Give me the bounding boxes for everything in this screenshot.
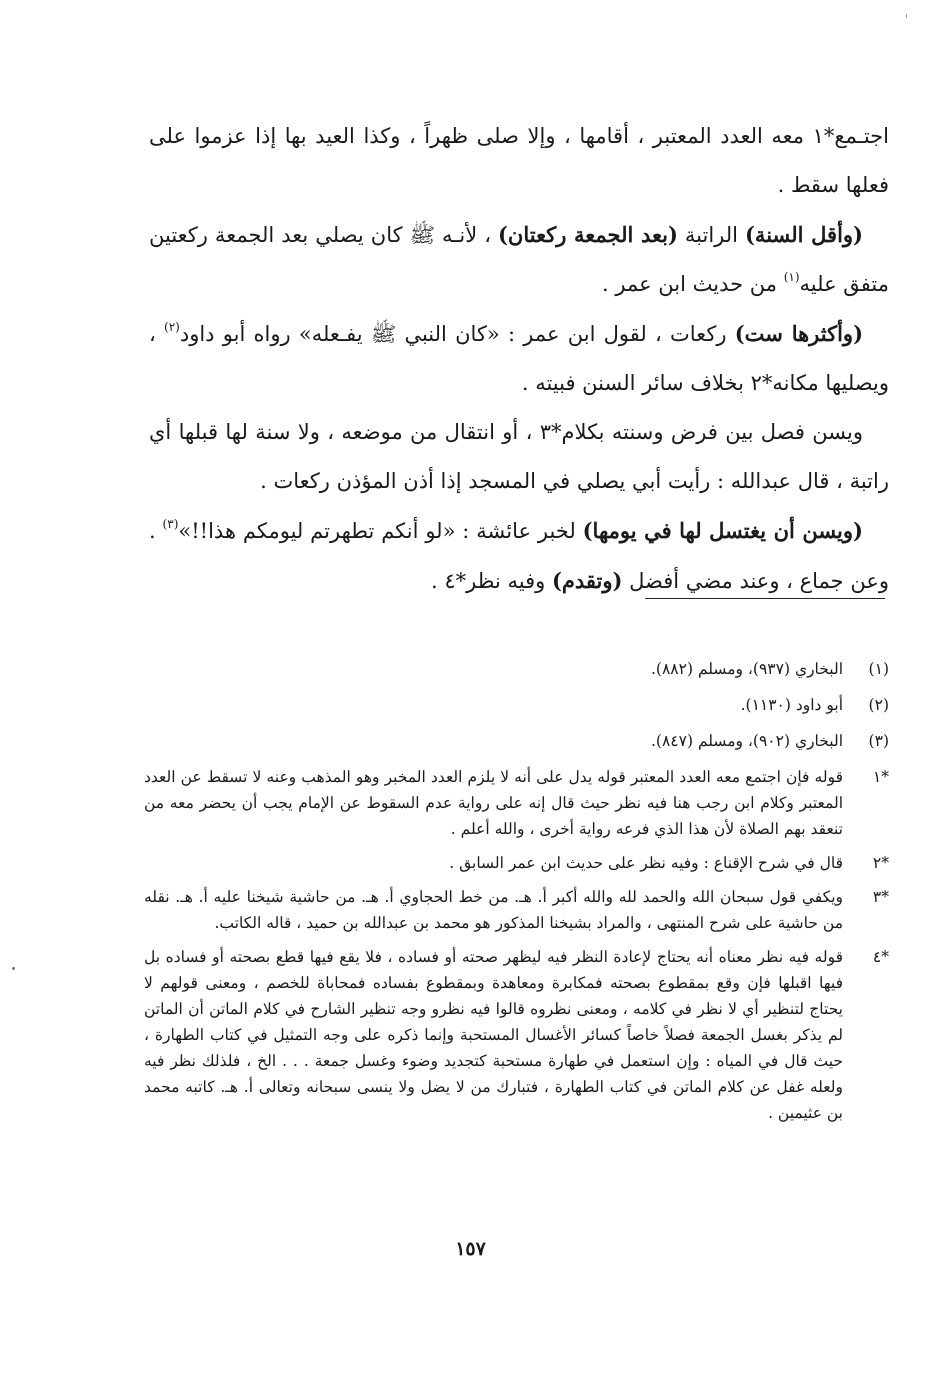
matn-phrase: (ويسن أن يغتسل لها في يومها) bbox=[582, 518, 863, 543]
sharh-text: وفيه نظر*٤ . bbox=[431, 569, 552, 593]
footnote-item bbox=[144, 850, 889, 876]
footnote-marker: *١ bbox=[872, 768, 889, 786]
matn-phrase: (وتقدم) bbox=[551, 568, 623, 593]
footnote-item bbox=[144, 728, 889, 754]
sharh-text: ركعات ، لقول ابن عمر : «كان النبي ﷺ يفـعله» رواه أبو داود bbox=[179, 322, 735, 346]
footnote-marker: (١) bbox=[868, 660, 889, 678]
footnote-marker: *٢ bbox=[872, 854, 889, 872]
footnote-ref[interactable]: (٣) bbox=[162, 517, 179, 531]
sharh-text: ، لأنـه ﷺ كان يصلي بعد الجمعة ركعتين متفق عليه bbox=[149, 223, 889, 296]
footnote-marker: (٢) bbox=[868, 696, 889, 714]
footnote-item bbox=[144, 884, 889, 936]
footnote-marker: *٣ bbox=[872, 888, 889, 906]
matn-phrase: (بعد الجمعة ركعتان) bbox=[497, 222, 678, 247]
paragraph-4: ويسن فصل بين فرض وسنته بكلام*٣ ، أو انتقال من موضعه ، ولا سنة لها قبلها أي راتبة ، قال عبدالله : رأيت أبي يصلي في المسجد إذا أذن المؤذن ركعات . bbox=[149, 420, 889, 493]
paragraph-3 bbox=[149, 309, 889, 408]
paragraph-2 bbox=[149, 210, 889, 309]
footnote-text: أبو داود (١١٣٠). bbox=[740, 696, 843, 714]
scan-speck bbox=[12, 967, 15, 970]
sharh-text: لخبر عائشة : «لو أنكم تطهرتم ليومكم هذا!!» bbox=[178, 519, 583, 543]
footnotes bbox=[144, 656, 889, 1134]
footnote-text: قوله فإن اجتمع معه العدد المعتبر قوله يدل على أنه لا يلزم العدد المخبر وهو المذهب وعنه لا تسقط عن العدد المعتبر وكلام ابن رجب هنا فيه نظر حيث قال إنه على رواية عدم السقوط عن الإمام يجب أن يحضر معه من تنعقد بهم الصلاة لأن هذا الذي فرعه رواية أخرى ، والله أعلم . bbox=[144, 768, 843, 838]
footnote-marker: (٣) bbox=[868, 732, 889, 750]
sharh-text: . وعن جماع ، وعند مضي أفضل bbox=[149, 519, 889, 593]
matn-phrase: (وأقل السنة) bbox=[745, 222, 863, 247]
page-mark bbox=[906, 14, 907, 18]
footnote-text: البخاري (٩٠٢)، ومسلم (٨٤٧). bbox=[651, 732, 843, 750]
footnote-item bbox=[144, 944, 889, 1126]
paragraph-5 bbox=[149, 506, 889, 606]
paragraph-1: اجتـمع*١ معه العدد المعتبر ، أقامها ، وإلا صلى ظهراً ، وكذا العيد بها إذا عزموا على فعلها سقط . bbox=[149, 124, 889, 197]
footnote-item bbox=[144, 764, 889, 842]
page-number: ١٥٧ bbox=[455, 1238, 486, 1260]
footnote-item bbox=[144, 656, 889, 682]
footnote-marker: *٤ bbox=[872, 948, 889, 966]
main-text bbox=[149, 112, 889, 606]
footnote-separator bbox=[645, 598, 885, 599]
footnote-item bbox=[144, 692, 889, 718]
footnote-ref[interactable]: (٢) bbox=[164, 320, 180, 334]
footnote-ref[interactable]: (١) bbox=[783, 270, 800, 284]
footnote-text: البخاري (٩٣٧)، ومسلم (٨٨٢). bbox=[651, 660, 843, 678]
footnote-text: قوله فيه نظر معناه أنه يحتاج لإعادة النظر فيه ليظهر صحته أو فساده ، فلا يقع فيها قطع بصحته أو فساده بل فيها اقبلها فإن وقع بمقطوع بصحته فمكابرة ومعاهدة وبمقطوع بفساده فمحاباة للخصم ، ومعنى قولهم لا يحتاج لتنظير أي لا نظر في كلامه ، ومعنى نظروه قالوا فيه نظرو وجه تنظير الشارح في كلام الماتن أن الماتن لم يذكر بغسل الجمعة فصلاً خاصاً كسائر الأغسال المستحبة وإنما ذكره على وجه التمثيل في كتاب الطهارة ، حيث قال في المياه : وإن استعمل في طهارة مستحبة كتجديد وضوء وغسل جمعة . . . الخ ، فلذلك نظر فيه ولعله غفل عن كلام الماتن في كتاب الطهارة ، فتبارك من لا يضل ولا ينسى سبحانه وتعالى أ. هـ. كاتبه محمد بن عثيمين . bbox=[144, 948, 843, 1122]
sharh-text: من حديث ابن عمر . bbox=[602, 272, 784, 296]
sharh-text: ، ويصليها مكانه*٢ بخلاف سائر السنن فبيته . bbox=[149, 322, 889, 395]
matn-phrase: (وأكثرها ست) bbox=[734, 321, 864, 346]
footnote-text: ويكفي قول سبحان الله والحمد لله والله أكبر أ. هـ. من خط الحجاوي أ. هـ. من حاشية شيخنا عليه أ. هـ. نقله من حاشية على شرح المنتهى ، والمراد بشيخنا المذكور هو محمد بن عبدالله بن حميد ، قاله الكاتب. bbox=[144, 888, 843, 932]
sharh-text: الراتبة bbox=[677, 223, 745, 247]
footnote-text: قال في شرح الإقناع : وفيه نظر على حديث ابن عمر السابق . bbox=[449, 854, 843, 872]
